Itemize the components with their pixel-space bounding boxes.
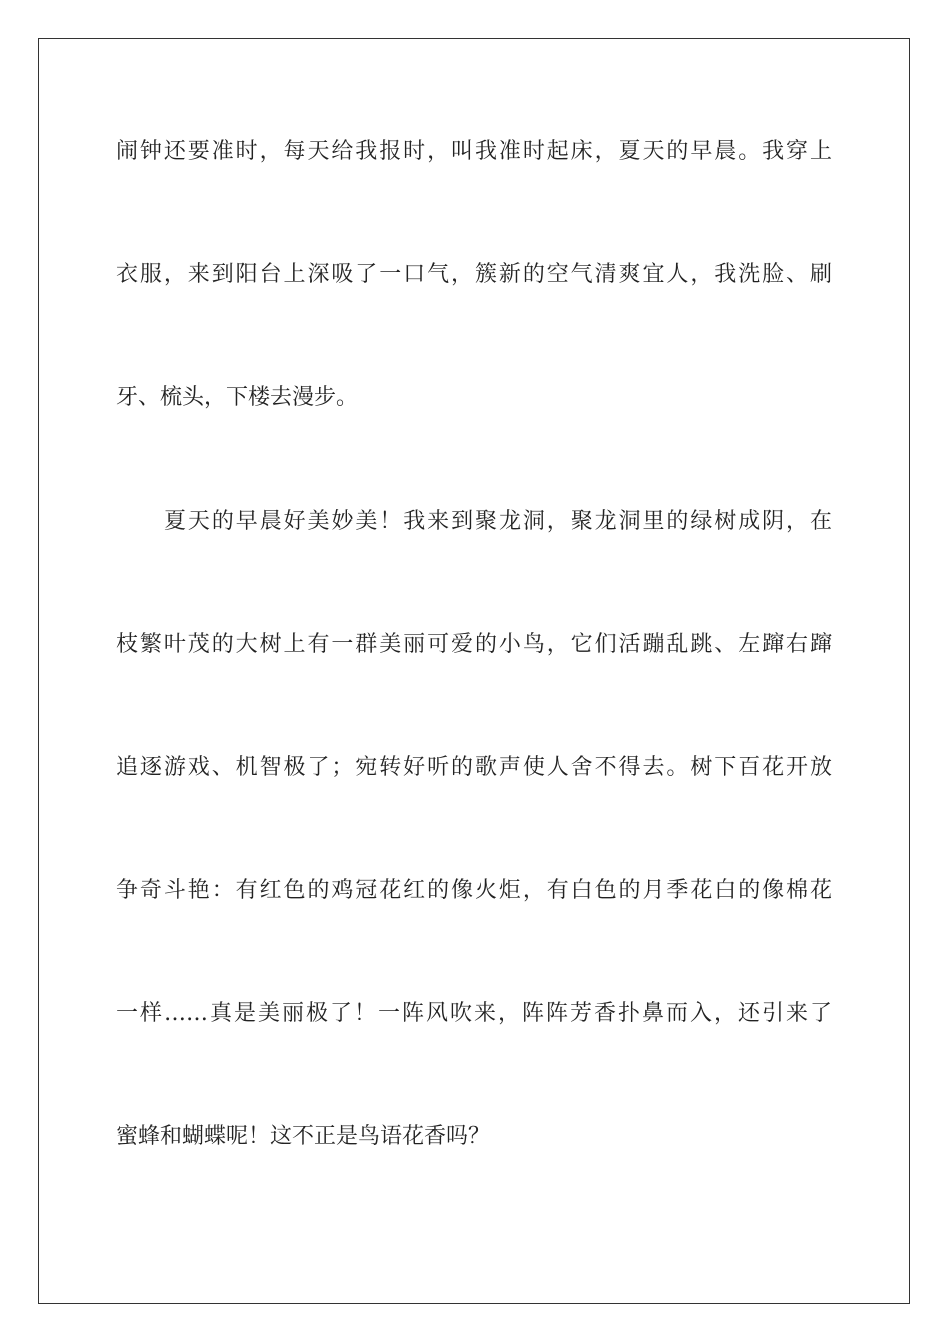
paragraph-2-line-4: 争奇斗艳：有红色的鸡冠花红的像火炬，有白色的月季花白的像棉花	[116, 878, 832, 903]
paragraph-1-line-2: 衣服，来到阳台上深吸了一口气，簇新的空气清爽宜人，我洗脸、刷	[116, 262, 832, 287]
paragraph-2-line-3: 追逐游戏、机智极了；宛转好听的歌声使人舍不得去。树下百花开放	[116, 755, 832, 780]
paragraph-2-line-1: 夏天的早晨好美妙美！我来到聚龙洞，聚龙洞里的绿树成阴，在	[164, 509, 832, 534]
paragraph-1-line-3: 牙、梳头，下楼去漫步。	[116, 385, 359, 410]
paragraph-2-line-6: 蜜蜂和蝴蝶呢！这不正是鸟语花香吗？	[116, 1124, 491, 1149]
paragraph-2-line-5: 一样……真是美丽极了！一阵风吹来，阵阵芳香扑鼻而入，还引来了	[116, 1001, 832, 1026]
page-frame	[38, 38, 910, 1304]
paragraph-1-line-1: 闹钟还要准时，每天给我报时，叫我准时起床，夏天的早晨。我穿上	[116, 139, 832, 164]
paragraph-2-line-2: 枝繁叶茂的大树上有一群美丽可爱的小鸟，它们活蹦乱跳、左蹿右蹿	[116, 632, 832, 657]
